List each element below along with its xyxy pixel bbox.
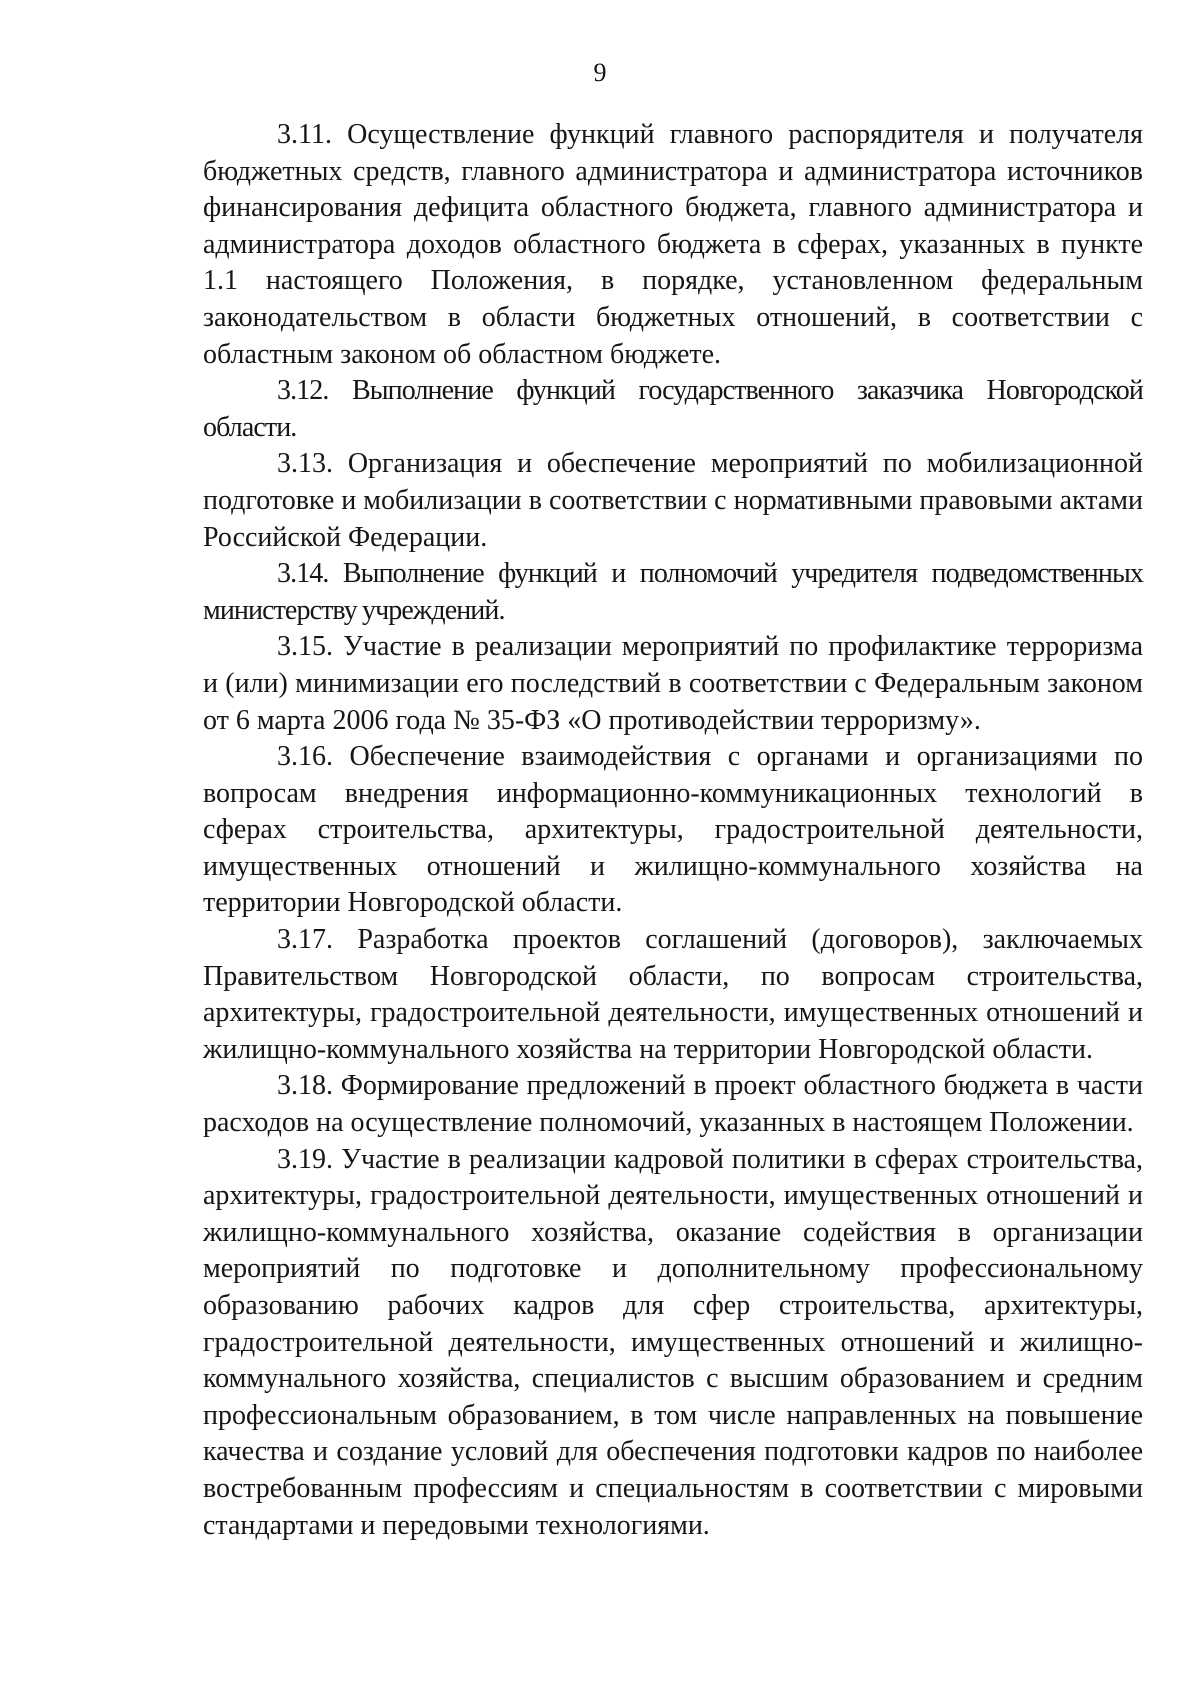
paragraph-3-16: 3.16. Обеспечение взаимодействия с органами и организациями по вопросам внедрения информационно-коммуникационных технологий в сферах строительства, архитектуры, градостроительной деятельности, имущественных отношений и жилищно-коммунального хозяйства на территории Новгородской области. bbox=[203, 741, 1143, 919]
page-number: 9 bbox=[593, 58, 607, 87]
paragraph-3-12: 3.12. Выполнение функций государственного заказчика Новгородской области. bbox=[203, 375, 1143, 443]
paragraph-3-11: 3.11. Осуществление функций главного распорядителя и получателя бюджетных средств, главного администратора и администратора источников финансирования дефицита областного бюджета, главного администратора и администратора доходов областного бюджета в сферах, указанных в пункте 1.1 настоящего Положения, в порядке, установленном федеральным законодательством в области бюджетных отношений, в соответствии с областным законом об областном бюджете. bbox=[203, 119, 1143, 370]
paragraph-3-17: 3.17. Разработка проектов соглашений (договоров), заключаемых Правительством Новгородской области, по вопросам строительства, архитектуры, градостроительной деятельности, имущественных отношений и жилищно-коммунального хозяйства на территории Новгородской области. bbox=[203, 924, 1143, 1065]
paragraph-3-13: 3.13. Организация и обеспечение мероприятий по мобилизационной подготовке и мобилизации в соответствии с нормативными правовыми актами Российской Федерации. bbox=[203, 448, 1143, 553]
paragraph-3-19: 3.19. Участие в реализации кадровой политики в сферах строительства, архитектуры, градостроительной деятельности, имущественных отношений и жилищно-коммунального хозяйства, оказание содействия в организации мероприятий по подготовке и дополнительному профессиональному образованию рабочих кадров для сфер строительства, архитектуры, градостроительной деятельности, имущественных отношений и жилищно-коммунального хозяйства, специалистов с высшим образованием и средним профессиональным образованием, в том числе направленных на повышение качества и создание условий для обеспечения подготовки кадров по наиболее востребованным профессиям и специальностям в соответствии с мировыми стандартами и передовыми технологиями. bbox=[203, 1143, 1143, 1541]
paragraph-3-14: 3.14. Выполнение функций и полномочий учредителя подведомственных министерству учреждений. bbox=[203, 558, 1143, 626]
paragraph-3-18: 3.18. Формирование предложений в проект областного бюджета в части расходов на осуществление полномочий, указанных в настоящем Положении. bbox=[203, 1070, 1143, 1139]
paragraph-3-15: 3.15. Участие в реализации мероприятий по профилактике терроризма и (или) минимизации его последствий в соответствии с Федеральным законом от 6 марта 2006 года № 35-ФЗ «О противодействии терроризму». bbox=[203, 631, 1143, 736]
document-body bbox=[203, 117, 1143, 1544]
